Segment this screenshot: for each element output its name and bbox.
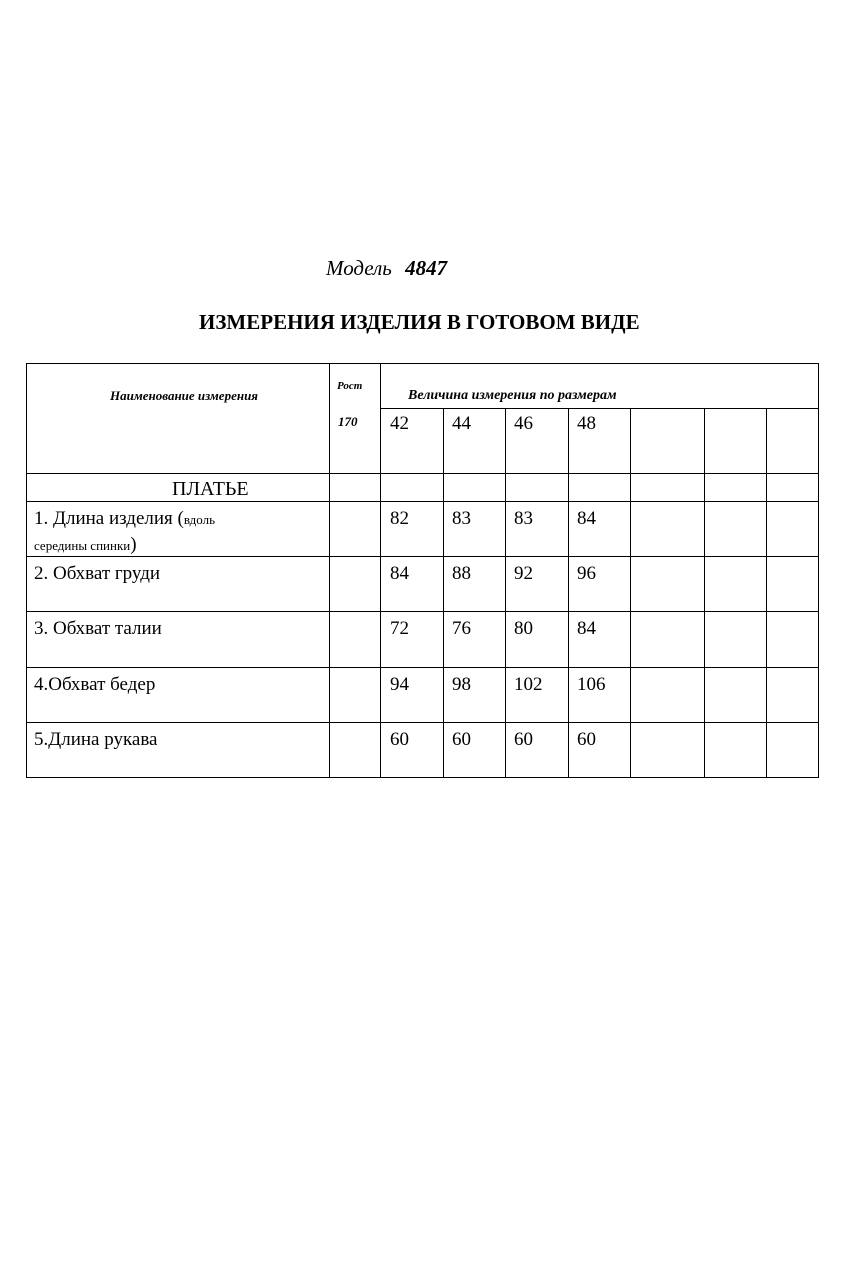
model-label: Модель [326, 256, 392, 280]
header-sizes-label: Величина измерения по размерам [408, 388, 617, 403]
row-divider [26, 611, 819, 612]
table-cell: 83 [514, 508, 533, 529]
size-header: 48 [577, 413, 596, 434]
row-divider [26, 501, 819, 502]
table-cell: 102 [514, 674, 543, 695]
table-cell: 88 [452, 563, 471, 584]
row-label-main: 1. Длина изделия ( [34, 508, 184, 529]
table-border-right [818, 363, 819, 778]
document-title: ИЗМЕРЕНИЯ ИЗДЕЛИЯ В ГОТОВОМ ВИДЕ [199, 310, 640, 334]
table-cell: 84 [390, 563, 409, 584]
header-divider [380, 408, 819, 409]
row-label: 5.Длина рукава [34, 729, 158, 750]
table-cell: 96 [577, 563, 596, 584]
table-cell: 80 [514, 618, 533, 639]
table-cell: 76 [452, 618, 471, 639]
size-header: 44 [452, 413, 471, 434]
table-border-bottom [26, 777, 819, 778]
model-line [326, 256, 447, 281]
size-header: 42 [390, 413, 409, 434]
row-label [34, 509, 215, 528]
row-divider [26, 667, 819, 668]
table-border-top [26, 363, 819, 364]
table-cell: 72 [390, 618, 409, 639]
table-cell: 106 [577, 674, 606, 695]
measurements-table [26, 363, 819, 778]
row-label-small: середины спинки [34, 538, 131, 553]
row-label: 3. Обхват талии [34, 618, 162, 639]
row-label: 2. Обхват груди [34, 563, 161, 584]
table-cell: 82 [390, 508, 409, 529]
table-cell: 60 [452, 729, 471, 750]
table-cell: 84 [577, 508, 596, 529]
header-height-label: Рост [337, 380, 363, 392]
table-cell: 60 [577, 729, 596, 750]
section-label: ПЛАТЬЕ [172, 478, 249, 500]
table-cell: 60 [390, 729, 409, 750]
row-divider [26, 556, 819, 557]
row-label-end: ) [130, 534, 137, 555]
table-cell: 98 [452, 674, 471, 695]
table-cell: 60 [514, 729, 533, 750]
header-name: Наименование измерения [110, 388, 258, 403]
table-border-left [26, 363, 27, 778]
col-divider [329, 363, 330, 778]
row-label-small: вдоль [183, 512, 216, 527]
header-height-value: 170 [338, 414, 358, 429]
table-cell: 84 [577, 618, 596, 639]
col-divider [380, 363, 381, 778]
table-cell: 92 [514, 563, 533, 584]
model-number: 4847 [405, 256, 448, 280]
table-cell: 94 [390, 674, 409, 695]
row-label: 4.Обхват бедер [34, 674, 156, 695]
row-label-line2 [34, 535, 137, 554]
row-divider [26, 722, 819, 723]
row-divider [26, 473, 819, 474]
table-cell: 83 [452, 508, 471, 529]
size-header: 46 [514, 413, 533, 434]
